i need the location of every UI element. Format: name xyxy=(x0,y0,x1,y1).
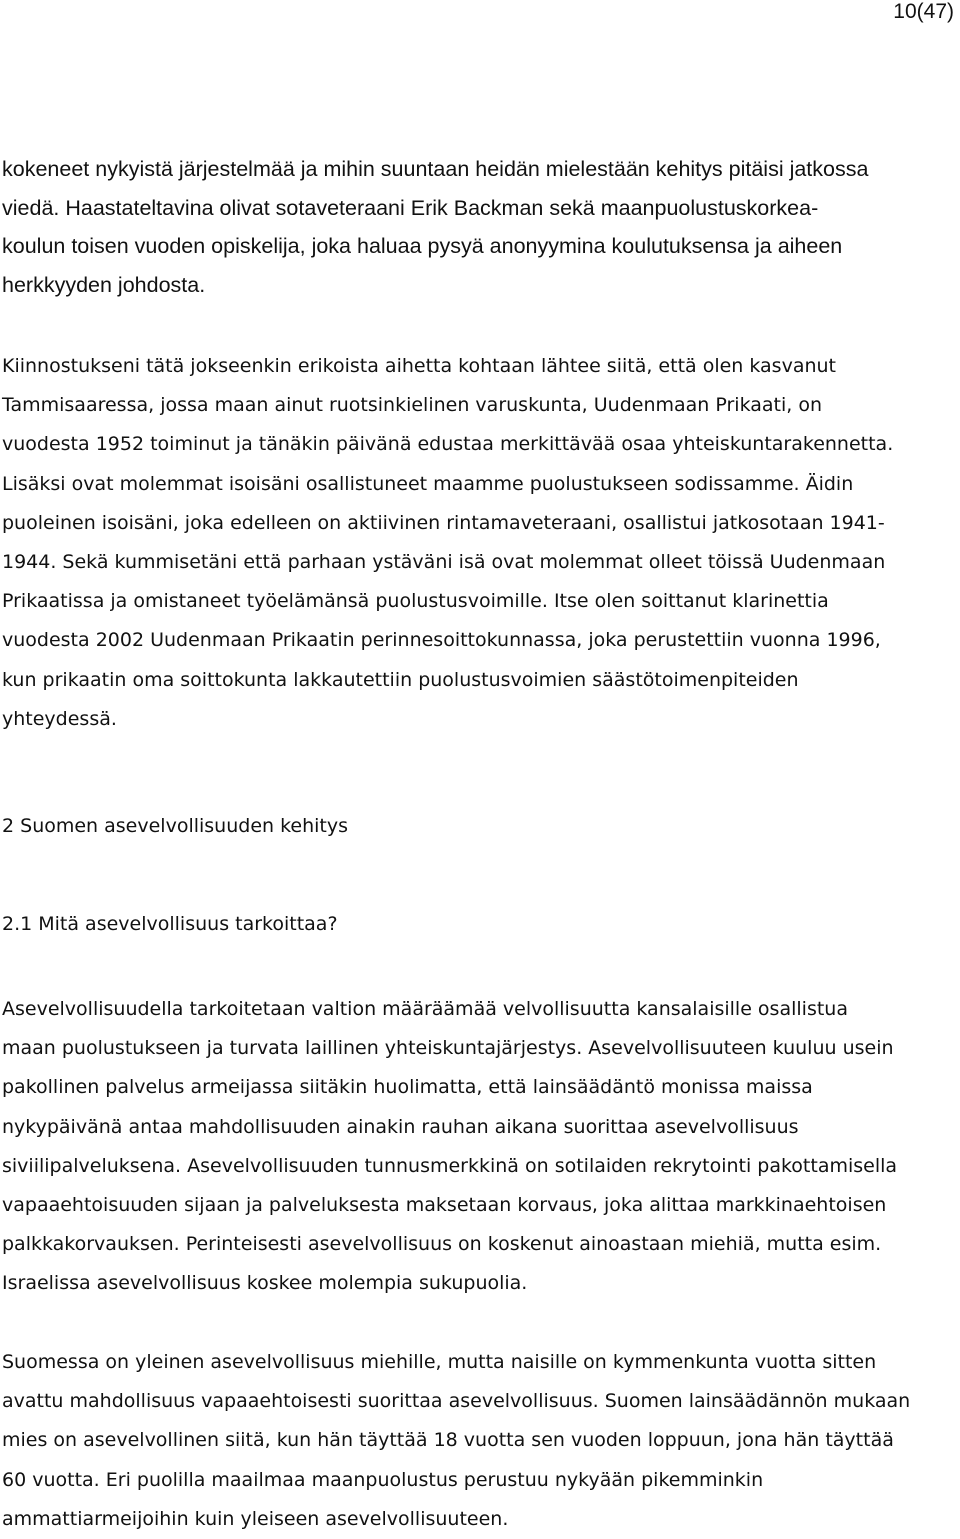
text-line: herkkyyden johdosta. xyxy=(2,273,206,298)
text-line: Asevelvollisuudella tarkoitetaan valtion määräämää velvollisuutta kansalaisille osallistua xyxy=(2,998,848,1020)
page-number: 10(47) xyxy=(893,0,954,23)
text-line: Prikaatissa ja omistaneet työelämänsä puolustusvoimille. Itse olen soittanut klarinettia xyxy=(2,590,829,613)
paragraph-definition xyxy=(2,990,950,1304)
text-line: vuodesta 2002 Uudenmaan Prikaatin perinnesoittokunnassa, joka perustettiin vuonna 1996, xyxy=(2,629,881,652)
text-line: nykypäivänä antaa mahdollisuuden ainakin rauhan aikana suorittaa asevelvollisuus xyxy=(2,1115,799,1138)
text-line: maan puolustukseen ja turvata laillinen yhteiskuntajärjestys. Asevelvollisuuteen kuuluu usein xyxy=(2,1037,894,1060)
text-line: 60 vuotta. Eri puolilla maailmaa maanpuolustus perustuu nykyään pikemminkin xyxy=(2,1468,764,1491)
text-line: Tammisaaressa, jossa maan ainut ruotsinkielinen varuskunta, Uudenmaan Prikaati, on xyxy=(2,394,823,417)
section-heading: 2 Suomen asevelvollisuuden kehitys xyxy=(2,815,349,837)
text-line: vuodesta 1952 toiminut ja tänäkin päivänä edustaa merkittävää osaa yhteiskuntarakennetta. xyxy=(2,433,894,456)
text-line: Suomessa on yleinen asevelvollisuus miehille, mutta naisille on kymmenkunta vuotta sitten xyxy=(2,1351,877,1373)
text-line: yhteydessä. xyxy=(2,707,117,730)
paragraph-intro xyxy=(2,150,950,305)
paragraph-finland xyxy=(2,1343,950,1539)
text-line: 1944. Sekä kummisetäni että parhaan ystäväni isä ovat molemmat olleet töissä Uudenmaan xyxy=(2,551,886,574)
text-line: mies on asevelvollinen siitä, kun hän täyttää 18 vuotta sen vuoden loppuun, jona hän täyttää xyxy=(2,1429,894,1452)
text-line: kun prikaatin oma soittokunta lakkautettiin puolustusvoimien säästötoimenpiteiden xyxy=(2,668,799,691)
subsection-heading: 2.1 Mitä asevelvollisuus tarkoittaa? xyxy=(2,913,338,935)
text-line: viedä. Haastateltavina olivat sotaveteraani Erik Backman sekä maanpuolustuskorkea- xyxy=(2,195,819,220)
text-line: puoleinen isoisäni, joka edelleen on aktiivinen rintamaveteraani, osallistui jatkosotaan 1941- xyxy=(2,511,885,534)
text-line: pakollinen palvelus armeijassa siitäkin huolimatta, että lainsäädäntö monissa maissa xyxy=(2,1076,813,1099)
text-line: Israelissa asevelvollisuus koskee molempia sukupuolia. xyxy=(2,1272,528,1295)
text-line: koulun toisen vuoden opiskelija, joka haluaa pysyä anonyymina koulutuksensa ja aiheen xyxy=(2,234,843,259)
text-line: Kiinnostukseni tätä jokseenkin erikoista aihetta kohtaan lähtee siitä, että olen kasvanut xyxy=(2,355,837,377)
text-line: siviilipalveluksena. Asevelvollisuuden tunnusmerkkinä on sotilaiden rekrytointi pakottamisella xyxy=(2,1154,898,1177)
text-line: ammattiarmeijoihin kuin yleiseen asevelvollisuuteen. xyxy=(2,1507,509,1530)
text-line: Lisäksi ovat molemmat isoisäni osallistuneet maamme puolustukseen sodissamme. Äidin xyxy=(2,472,854,495)
text-line: vapaaehtoisuuden sijaan ja palveluksesta maksetaan korvaus, joka alittaa markkinaehtoisen xyxy=(2,1194,887,1217)
text-line: palkkakorvauksen. Perinteisesti asevelvollisuus on koskenut ainoastaan miehiä, mutta esim. xyxy=(2,1233,882,1256)
text-line: kokeneet nykyistä järjestelmää ja mihin suuntaan heidän mielestään kehitys pitäisi jatkossa xyxy=(2,157,869,181)
paragraph-motivation xyxy=(2,347,950,739)
text-line: avattu mahdollisuus vapaaehtoisesti suorittaa asevelvollisuus. Suomen lainsäädännön mukaan xyxy=(2,1390,911,1413)
